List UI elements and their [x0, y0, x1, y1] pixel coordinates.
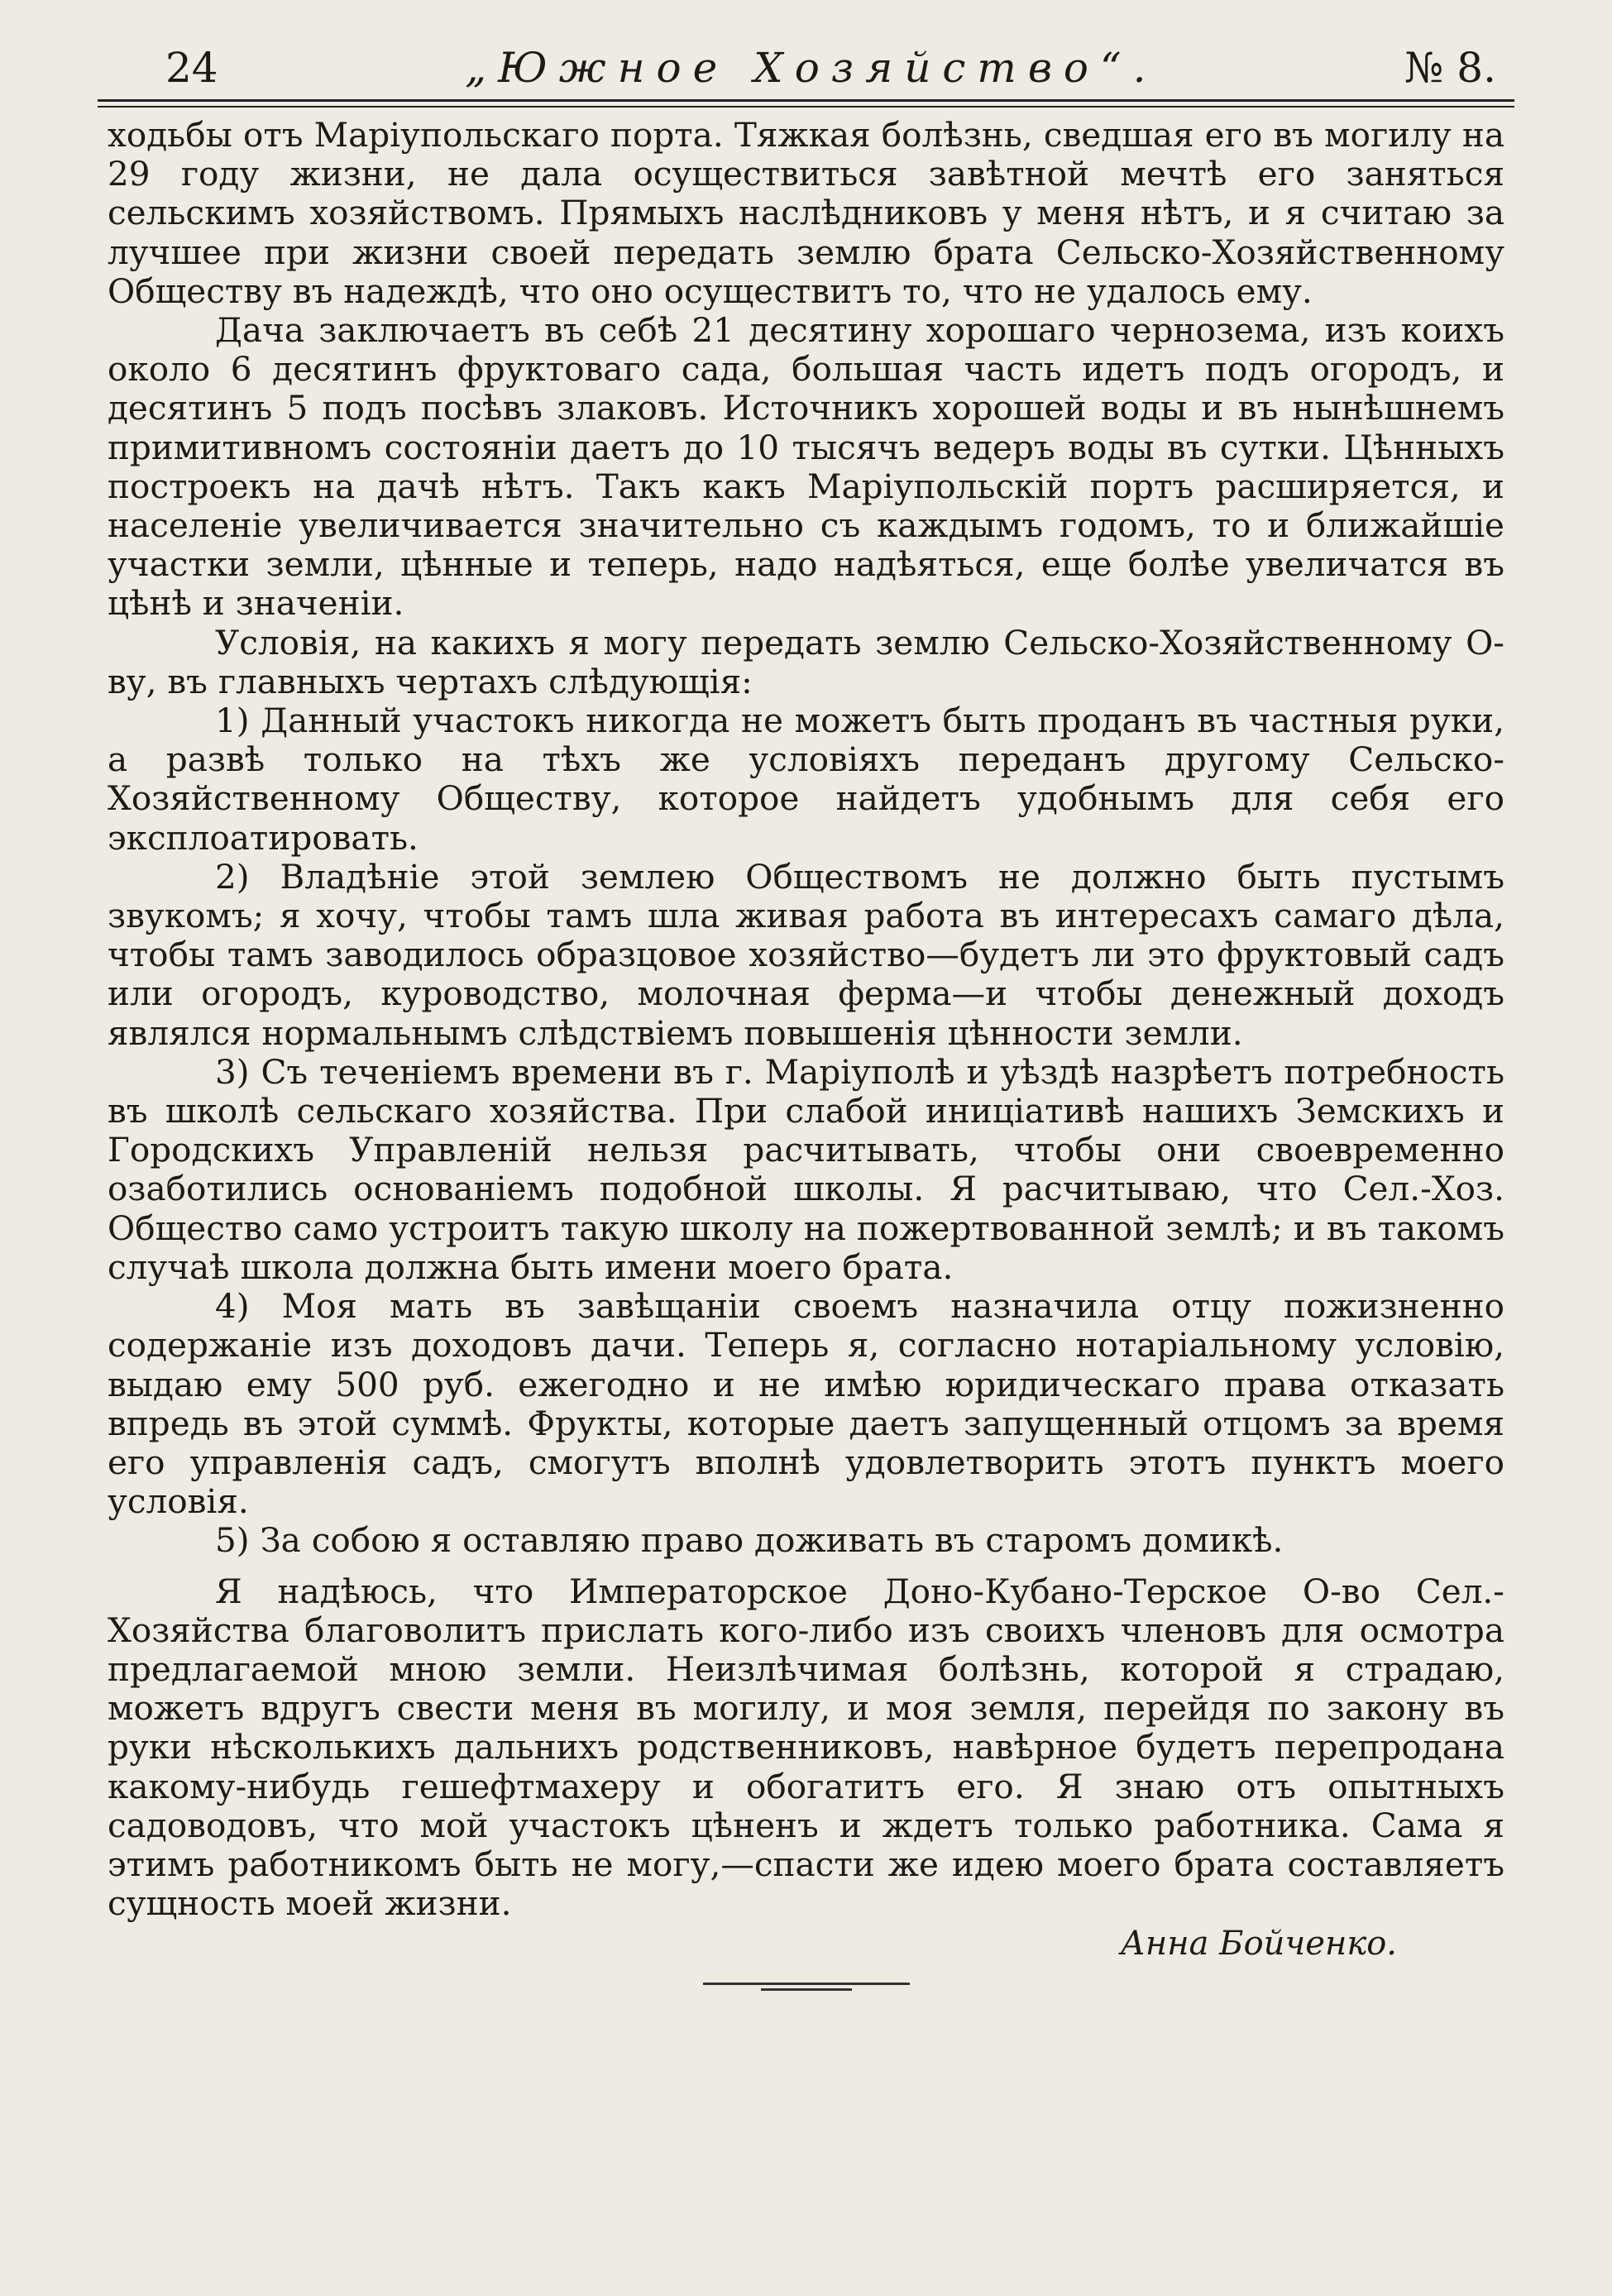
article-body [108, 116, 1504, 1923]
paragraph-closing: Я надѣюсь, что Императорское Доно-Кубано-Терское О-во Сел.-Хозяйства благоволитъ прислать кого-либо изъ своихъ членовъ для осмотра предлагаемой мною земли. Неизлѣчимая болѣзнь, которой я страдаю, можетъ вдругъ свести меня въ могилу, и моя земля, перейдя по закону въ руки нѣсколькихъ дальнихъ родственниковъ, навѣрное будетъ перепродана какому-нибудь гешефтмахеру и обогатитъ его. Я знаю отъ опытныхъ садоводовъ, что мой участокъ цѣненъ и ждетъ только работника. Сама я этимъ работникомъ быть не могу,—спасти же идею моего брата составляетъ сущность моей жизни. [108, 1571, 1504, 1924]
condition-2: 2) Владѣніе этой землею Обществомъ не должно быть пустымъ звукомъ; я хочу, чтобы тамъ шла живая работа въ интересахъ самаго дѣла, чтобы тамъ заводилось образцовое хозяйство—будетъ ли это фруктовый садъ или огородъ, куроводство, молочная ферма—и чтобы денежный доходъ являлся нормальнымъ слѣдствіемъ повышенія цѣнности земли. [108, 856, 1504, 1053]
condition-5: 5) За собою я оставляю право доживать въ старомъ домикѣ. [215, 1520, 1284, 1561]
end-rule [703, 1983, 910, 1991]
paragraph-continued: ходьбы отъ Маріупольскаго порта. Тяжкая болѣзнь, сведшая его въ могилу на 29 году жизни, не дала осуществиться завѣтной мечтѣ его заняться сельскимъ хозяйствомъ. Прямыхъ наслѣдниковъ у меня нѣтъ, и я считаю за лучшее при жизни своей передать землю брата Сельско-Хозяйственному Обществу въ надеждѣ, что оно осуществитъ то, что не удалось ему. [108, 115, 1504, 311]
condition-3: 3) Съ теченіемъ времени въ г. Маріуполѣ и уѣздѣ назрѣетъ потребность въ школѣ сельскаго хозяйства. При слабой иниціативѣ нашихъ Земскихъ и Городскихъ Управленій нельзя расчитывать, чтобы они своевременно озаботились основаніемъ подобной школы. Я расчитываю, что Сел.-Хоз. Общество само устроитъ такую школу на пожертвованной землѣ; и въ такомъ случаѣ школа должна быть имени моего брата. [108, 1051, 1504, 1287]
journal-title: „Южное Хозяйство“. [465, 44, 1158, 92]
page-header [108, 43, 1504, 93]
end-rule-line [703, 1983, 910, 1985]
paragraph-dacha: Дача заключаетъ въ себѣ 21 десятину хорошаго чернозема, изъ коихъ около 6 десятинъ фруктоваго сада, большая часть идетъ подъ огородъ, и десятинъ 5 подъ посѣвъ злаковъ. Источникъ хорошей воды и въ нынѣшнемъ примитивномъ состояніи даетъ до 10 тысячъ ведеръ воды въ сутки. Цѣнныхъ построекъ на дачѣ нѣтъ. Такъ какъ Маріупольскій портъ расширяется, и населеніе увеличивается значительно съ каждымъ годомъ, то и ближайшіе участки земли, цѣнные и теперь, надо надѣяться, еще болѣе увеличатся въ цѣнѣ и значеніи. [108, 310, 1504, 624]
header-rule [98, 99, 1514, 108]
paragraph-conditions: Условія, на какихъ я могу передать землю Сельско-Хозяйственному О-ву, въ главныхъ чертахъ слѣдующія: [108, 622, 1504, 701]
issue-number: № 8. [1404, 44, 1496, 92]
end-rule-line-short [761, 1988, 852, 1991]
signature: Анна Бойченко. [1120, 1925, 1397, 1964]
condition-4: 4) Моя мать въ завѣщаніи своемъ назначила отцу пожизненно содержаніе изъ доходовъ дачи. Теперь я, согласно нотаріальному условію, выдаю ему 500 руб. ежегодно и не имѣю юридическаго права отказать впредь въ этой суммѣ. Фрукты, которые даетъ запущенный отцомъ за время его управленія садъ, смогутъ вполнѣ удовлетворить этотъ пунктъ моего условія. [108, 1286, 1504, 1522]
page-number: 24 [165, 44, 218, 92]
condition-1: 1) Данный участокъ никогда не можетъ быть проданъ въ частныя руки, а развѣ только на тѣхъ же условіяхъ переданъ другому Сельско-Хозяйственному Обществу, которое найдетъ удобнымъ для себя его эксплоатировать. [108, 701, 1504, 858]
